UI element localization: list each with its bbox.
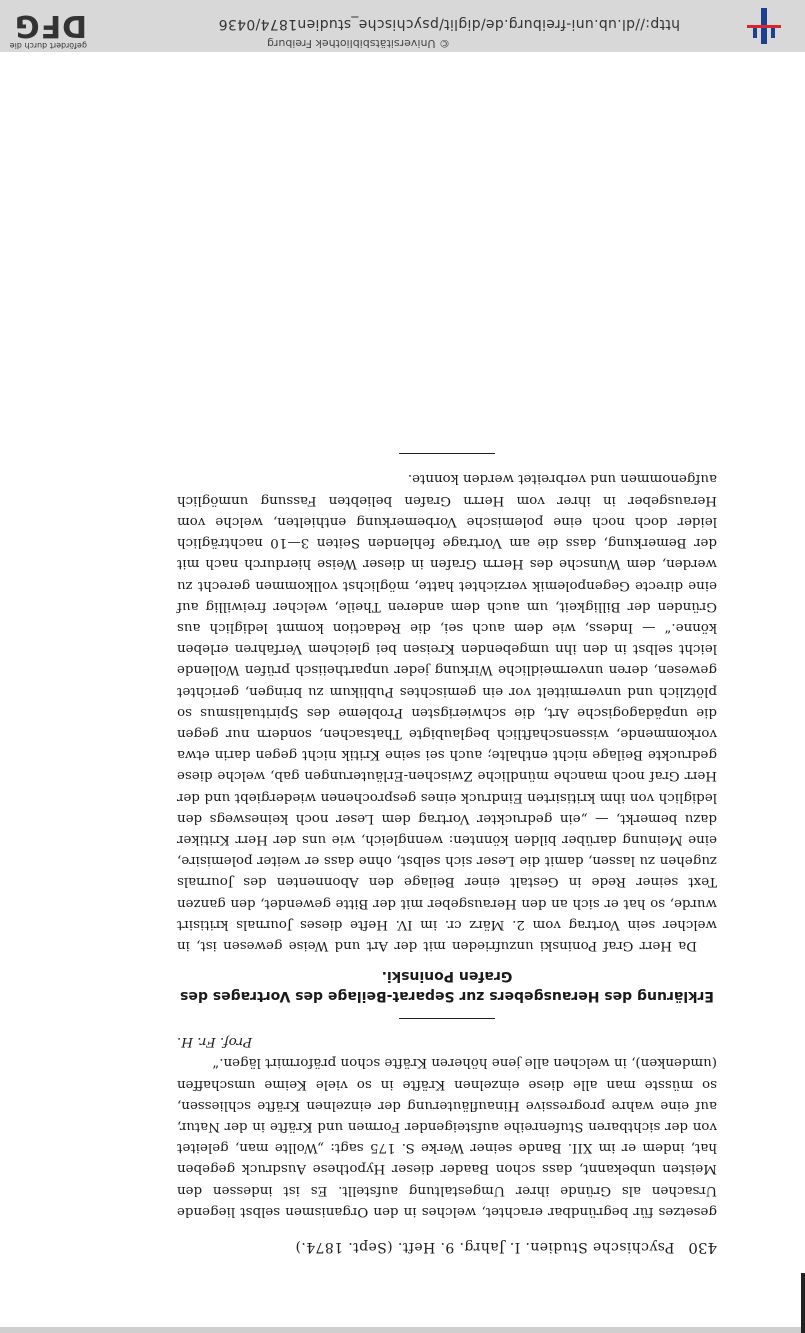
document-page: [177, 453, 717, 1258]
paragraph-continuation: gesetzes für begründbar erachtet, welches in den Organismen selbst liegende Ursachen als Gründe ihrer Umgestaltung aufstellt. Es ist indessen den Meisten unbekannt, dass schon Baader dieser Hypothese Ausdruck gegeben hat, indem er im XII. Bande seiner Werke S. 175 sagt: „Wollte man, geleitet von der sichtbaren Stufenreihe aufsteigender Formen und Kräfte in der Natur, auf eine wahre progressive Hinaufläuterung der einzelnen Kräfte schliessen, so müsste man alle diese einzelnen Kräfte in so viele Keime umschaffen (umdenken), in welchen alle jene höheren Kräfte schon präformirt lägen.“: [177, 1055, 717, 1219]
running-head: [177, 1236, 717, 1258]
running-title: Psychische Studien. I. Jahrg. 9. Heft. (Sept. 1874.): [295, 1239, 675, 1255]
ub-freiburg-logo: [743, 6, 783, 46]
copyright-notice: © Universitätsbibliothek Freiburg: [267, 37, 450, 50]
bottom-strip: [0, 1327, 805, 1333]
dfg-logo: [5, 6, 87, 50]
dfg-letters: DFG: [13, 8, 87, 43]
signature: Prof. Fr. H.: [177, 1034, 253, 1050]
end-rule: [399, 453, 495, 454]
section-rule: [399, 1018, 495, 1019]
page-number: 430: [688, 1239, 717, 1257]
dfg-sponsor-text: gefördert durch die: [9, 41, 87, 50]
library-banner: [0, 0, 805, 52]
source-url-link[interactable]: http://dl.ub.uni-freiburg.de/diglit/psychische_studien1874/0436: [218, 16, 680, 32]
paragraph-declaration: Da Herr Graf Poninski unzufrieden mit der Art und Weise gewesen ist, in welcher sein Vortrag vom 2. März cr. im IV. Hefte dieses Journals kritisirt wurde, so hat er sich an den Herausgeber mit der Bitte gewendet, den ganzen Text seiner Rede in Gestalt einer Beilage den Abonnenten des Journals zugehen zu lassen, damit die Leser sich selbst, ohne dass er weiter polemisire, eine Meinung darüber bilden könnten: wenngleich, wie uns der Herr Kritiker dazu bemerkt, — „ein gedruckter Vortrag dem Leser noch keineswegs den lediglich von ihm kritisirten Eindruck eines gesprochenen wiedergiebt und der Herr Graf noch manche mündliche Zwischen-Erläuterungen gab, welche diese gedruckte Beilage nicht enthalte; auch sei seine Kritik nicht gegen darin etwa vorkommende, wissenschaftlich beglaubigte Thatsachen, sondern nur gegen die unpädagogische Art, die schwierigsten Probleme des Spiritualismus so plötzlich und unvermittelt vor ein gemischtes Publikum zu bringen, gerichtet gewesen, deren unvermeidliche Wirkung jeder unpartheiisch prüfen Wollende leicht selbst in den ihn umgebenden Kreisen bei gleichem Verfahren erleben könne.“ — Indess, wie dem auch sei, die Redaction kommt lediglich aus Gründen der Billigkeit, um auch dem anderen Theile, welcher freiwillig auf eine directe Gegenpolemik verzichtet hatte, möglichst vollkommen gerecht zu werden, dem Wunsche des Herrn Grafen in dieser Weise hierdurch nach mit der Bemerkung, dass die am Vortrage fehlenden Seiten 3—10 nachträglich leider doch noch eine polemische Vorbemerkung enthielten, welche vom Herausgeber in ihrer vom Herrn Grafen beliebten Fassung unmöglich aufgenommen und verbreitet werden konnte.: [177, 471, 717, 953]
section-heading: Erklärung des Herausgebers zur Separat-Beilage des Vortrages des Grafen Poninski.: [180, 967, 714, 1004]
scan-edge-mark: [801, 1273, 805, 1333]
